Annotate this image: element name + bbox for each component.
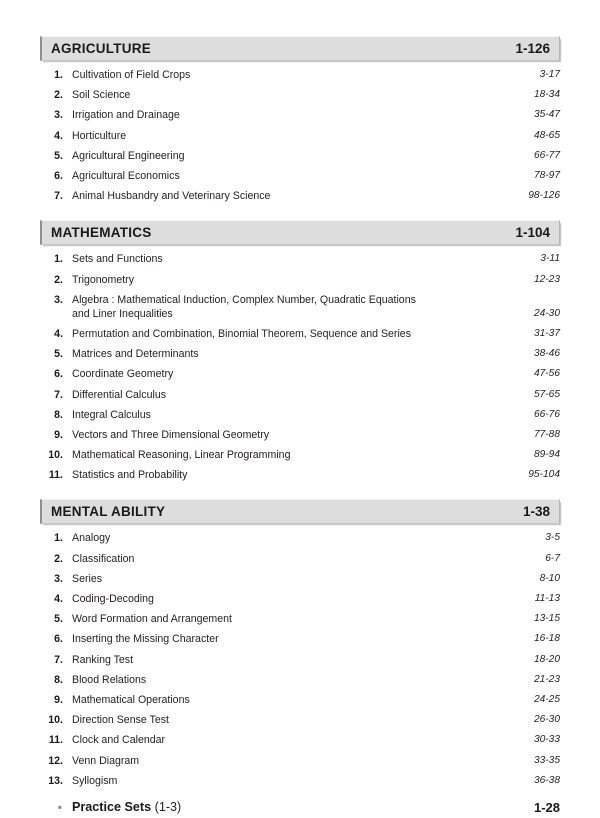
entry-title: Cultivation of Field Crops bbox=[72, 69, 191, 82]
practice-sets-label: Practice Sets bbox=[72, 799, 152, 814]
toc-entry[interactable] bbox=[40, 528, 560, 548]
entry-page-range: 95-104 bbox=[528, 469, 560, 481]
entry-page-range: 3-5 bbox=[545, 532, 560, 544]
entry-number: 10. bbox=[48, 449, 63, 462]
entry-title: Differential Calculus bbox=[72, 388, 167, 401]
entry-title: Classification bbox=[72, 552, 135, 565]
entry-number: 7. bbox=[54, 190, 63, 203]
toc-entry[interactable] bbox=[40, 65, 560, 85]
entry-number: 6. bbox=[54, 170, 63, 183]
entry-title: Coding-Decoding bbox=[72, 593, 154, 606]
entry-list bbox=[40, 245, 560, 485]
entry-number: 9. bbox=[54, 428, 63, 441]
entry-number: 13. bbox=[48, 774, 63, 787]
toc-entry[interactable] bbox=[40, 629, 560, 649]
entry-page-range: 47-56 bbox=[533, 368, 560, 380]
toc-section bbox=[40, 36, 560, 206]
toc-section bbox=[40, 220, 560, 485]
toc-entry[interactable] bbox=[40, 569, 560, 589]
entry-title: Series bbox=[72, 572, 103, 585]
entry-number: 2. bbox=[54, 273, 63, 286]
entry-page-range: 13-15 bbox=[533, 613, 560, 625]
entry-page-range: 18-34 bbox=[533, 89, 560, 101]
entry-number: 12. bbox=[48, 754, 63, 767]
toc-entry[interactable] bbox=[40, 186, 560, 206]
entry-number: 5. bbox=[54, 613, 63, 626]
entry-title: Agricultural Engineering bbox=[72, 149, 185, 162]
toc-entry[interactable] bbox=[40, 344, 560, 364]
entry-title: Analogy bbox=[72, 532, 111, 545]
section-header[interactable] bbox=[40, 220, 560, 245]
toc-entry[interactable] bbox=[40, 290, 560, 324]
entry-page-range: 8-10 bbox=[539, 572, 560, 584]
entry-title: Mathematical Reasoning, Linear Programming bbox=[72, 449, 291, 462]
toc-entry[interactable] bbox=[40, 85, 560, 105]
entry-page-range: 48-65 bbox=[533, 129, 560, 141]
entry-page-range: 66-77 bbox=[533, 149, 560, 161]
entry-title: Matrices and Determinants bbox=[72, 348, 199, 361]
entry-number: 4. bbox=[54, 593, 63, 606]
entry-title: Clock and Calendar bbox=[72, 734, 166, 747]
entry-page-range: 24-30 bbox=[533, 307, 560, 319]
section-header[interactable] bbox=[40, 36, 560, 61]
toc-entry[interactable] bbox=[40, 750, 560, 770]
toc-entry[interactable] bbox=[40, 364, 560, 384]
toc-entry[interactable] bbox=[40, 324, 560, 344]
toc-entry[interactable] bbox=[40, 126, 560, 146]
entry-page-range: 11-13 bbox=[534, 593, 560, 605]
toc-entry[interactable] bbox=[40, 105, 560, 125]
entry-page-range: 30-33 bbox=[533, 734, 560, 746]
entry-page-range: 31-37 bbox=[533, 327, 560, 339]
entry-title: Trigonometry bbox=[72, 273, 135, 286]
entry-number: 11. bbox=[48, 734, 63, 747]
entry-number: 7. bbox=[54, 653, 63, 666]
entry-page-range: 78-97 bbox=[533, 170, 560, 182]
entry-page-range: 57-65 bbox=[533, 388, 560, 400]
entry-title: Blood Relations bbox=[72, 673, 147, 686]
entry-page-range: 12-23 bbox=[533, 273, 560, 285]
toc-entry[interactable] bbox=[40, 650, 560, 670]
toc-entry[interactable] bbox=[40, 249, 560, 269]
entry-page-range: 77-88 bbox=[533, 428, 560, 440]
entry-number: 8. bbox=[54, 673, 63, 686]
entry-number: 1. bbox=[54, 532, 63, 545]
entry-title: Venn Diagram bbox=[72, 754, 140, 767]
entry-number: 9. bbox=[54, 693, 63, 706]
entry-number: 6. bbox=[54, 368, 63, 381]
entry-page-range: 89-94 bbox=[533, 449, 560, 461]
entry-number: 6. bbox=[54, 633, 63, 646]
section-header[interactable] bbox=[40, 499, 560, 524]
toc-entry[interactable] bbox=[40, 405, 560, 425]
entry-page-range: 16-18 bbox=[533, 633, 560, 645]
entry-page-range: 3-17 bbox=[539, 69, 560, 81]
toc-entry[interactable] bbox=[40, 609, 560, 629]
entry-number: 4. bbox=[54, 129, 63, 142]
entry-page-range: 98-126 bbox=[528, 190, 560, 202]
sections-container bbox=[40, 36, 560, 818]
section-title: MATHEMATICS bbox=[51, 225, 152, 241]
entry-title: Soil Science bbox=[72, 89, 131, 102]
entry-page-range: 26-30 bbox=[533, 714, 560, 726]
entry-number: 1. bbox=[54, 253, 63, 266]
toc-entry[interactable] bbox=[40, 771, 560, 791]
entry-number: 3. bbox=[54, 572, 63, 585]
entry-list bbox=[40, 524, 560, 817]
entry-title: Vectors and Three Dimensional Geometry bbox=[72, 428, 270, 441]
entry-page-range: 36-38 bbox=[533, 774, 560, 786]
entry-number: 4. bbox=[54, 327, 63, 340]
toc-section bbox=[40, 499, 560, 817]
entry-title-line-1: Algebra : Mathematical Induction, Complex Number, Quadratic Equations bbox=[72, 293, 416, 306]
toc-entry[interactable] bbox=[40, 670, 560, 690]
toc-entry[interactable] bbox=[40, 384, 560, 404]
entry-title-line-2: and Liner Inequalities bbox=[72, 307, 173, 320]
entry-page-range: 33-35 bbox=[533, 754, 560, 766]
entry-page-range: 66-76 bbox=[533, 408, 560, 420]
toc-entry[interactable] bbox=[40, 710, 560, 730]
entry-title bbox=[72, 293, 486, 321]
entry-number: 5. bbox=[54, 348, 63, 361]
entry-title: Agricultural Economics bbox=[72, 170, 180, 183]
entry-number: 2. bbox=[54, 89, 63, 102]
entry-title: Inserting the Missing Character bbox=[72, 633, 219, 646]
entry-number: 2. bbox=[54, 552, 63, 565]
entry-number: 5. bbox=[54, 149, 63, 162]
practice-sets-entry[interactable] bbox=[40, 791, 560, 818]
entry-page-range: 35-47 bbox=[533, 109, 560, 121]
entry-number: 3. bbox=[54, 109, 63, 122]
entry-number: 3. bbox=[54, 293, 63, 306]
entry-title: Ranking Test bbox=[72, 653, 134, 666]
entry-title: Animal Husbandry and Veterinary Science bbox=[72, 190, 271, 203]
entry-title: Irrigation and Drainage bbox=[72, 109, 180, 122]
entry-title: Integral Calculus bbox=[72, 408, 151, 421]
entry-number: 11. bbox=[48, 469, 63, 482]
entry-page-range: 21-23 bbox=[533, 673, 560, 685]
entry-title: Horticulture bbox=[72, 129, 127, 142]
toc-entry[interactable] bbox=[40, 589, 560, 609]
entry-title: Mathematical Operations bbox=[72, 693, 190, 706]
entry-title: Permutation and Combination, Binomial Theorem, Sequence and Series bbox=[72, 327, 411, 340]
toc-entry[interactable] bbox=[40, 270, 560, 290]
practice-sets-page-range: 1-28 bbox=[533, 799, 560, 815]
entry-page-range: 6-7 bbox=[545, 552, 560, 564]
section-title: AGRICULTURE bbox=[51, 41, 151, 56]
entry-title: Sets and Functions bbox=[72, 253, 163, 266]
toc-entry[interactable] bbox=[40, 730, 560, 750]
toc-entry[interactable] bbox=[40, 465, 560, 485]
section-title: MENTAL ABILITY bbox=[51, 504, 166, 520]
toc-entry[interactable] bbox=[40, 690, 560, 710]
practice-sets-range: (1-3) bbox=[151, 799, 182, 814]
entry-page-range: 3-11 bbox=[540, 253, 560, 265]
section-page-range: 1-104 bbox=[515, 225, 550, 241]
entry-page-range: 38-46 bbox=[533, 348, 560, 360]
entry-number: 7. bbox=[54, 388, 63, 401]
toc-entry[interactable] bbox=[40, 166, 560, 186]
entry-title: Word Formation and Arrangement bbox=[72, 613, 232, 626]
toc-entry[interactable] bbox=[40, 445, 560, 465]
toc-entry[interactable] bbox=[40, 146, 560, 166]
entry-title: Statistics and Probability bbox=[72, 469, 188, 482]
entry-number: 10. bbox=[48, 714, 63, 727]
toc-entry[interactable] bbox=[40, 425, 560, 445]
entry-page-range: 18-20 bbox=[533, 653, 560, 665]
practice-sets-title bbox=[72, 799, 486, 816]
section-page-range: 1-38 bbox=[522, 504, 550, 520]
entry-title: Coordinate Geometry bbox=[72, 368, 174, 381]
entry-title: Syllogism bbox=[72, 774, 118, 787]
entry-page-range: 24-25 bbox=[533, 693, 560, 705]
entry-number: 8. bbox=[54, 408, 63, 421]
entry-list bbox=[40, 61, 560, 206]
toc-entry[interactable] bbox=[40, 549, 560, 569]
section-page-range: 1-126 bbox=[515, 41, 550, 56]
entry-number: 1. bbox=[54, 69, 63, 82]
entry-title: Direction Sense Test bbox=[72, 714, 169, 727]
bullet-icon: ▪ bbox=[57, 799, 62, 814]
